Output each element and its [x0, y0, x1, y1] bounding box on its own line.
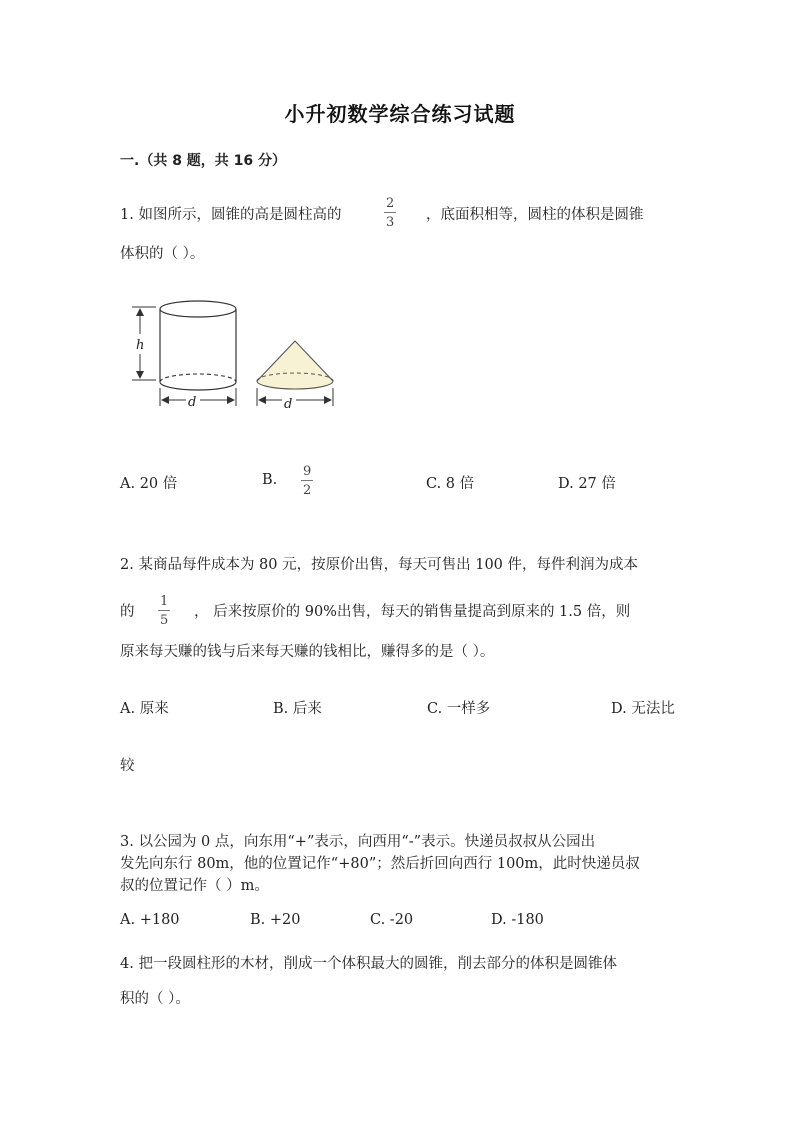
cone-diameter-arrow [257, 388, 333, 406]
q1-option-a[interactable]: A. 20 倍 [120, 476, 178, 492]
q1-fraction [384, 197, 396, 229]
q3-text-line1: 3. 以公园为 0 点，向东用“+”表示，向西用“-”表示。快递员叔叔从公园出 [120, 834, 596, 850]
q1-option-d[interactable]: D. 27 倍 [558, 476, 616, 492]
q2-option-d-continued: 较 [120, 758, 135, 774]
q1-option-b[interactable]: B. [262, 472, 278, 488]
q1-option-b-numerator: 9 [303, 464, 312, 479]
q2-option-b[interactable]: B. 后来 [273, 701, 322, 717]
q2-fraction-numerator: 1 [160, 594, 169, 609]
q2-option-a[interactable]: A. 原来 [120, 701, 169, 717]
cylinder-diameter-label: d [188, 395, 197, 410]
q4-text-line2: 积的（ ）。 [120, 991, 190, 1007]
q1-option-b-fraction [301, 465, 313, 497]
q2-option-d[interactable]: D. 无法比 [611, 701, 675, 717]
cylinder-shape [160, 301, 236, 390]
q1-option-b-denominator: 2 [303, 483, 312, 498]
height-label: h [136, 338, 145, 353]
q3-option-a[interactable]: A. +180 [120, 912, 180, 928]
cone-shape [257, 341, 333, 389]
q4-text-line1: 4. 把一段圆柱形的木材，削成一个体积最大的圆锥，削去部分的体积是圆锥体 [120, 956, 617, 972]
q2-text-line1: 2. 某商品每件成本为 80 元，按原价出售，每天可售出 100 件，每件利润为成本 [120, 557, 639, 573]
q2-text-line3: 原来每天赚的钱与后来每天赚的钱相比，赚得多的是（ ）。 [120, 644, 495, 660]
page-title: 小升初数学综合练习试题 [284, 102, 516, 126]
q1-text-part2: ，底面积相等，圆柱的体积是圆锥 [426, 207, 644, 223]
q1-text-part3: 体积的（ ）。 [120, 246, 205, 262]
q1-text-part1: 1. 如图所示，圆锥的高是圆柱高的 [120, 207, 342, 223]
q3-option-d[interactable]: D. -180 [491, 912, 544, 928]
q2-fraction [158, 595, 170, 627]
q3-text-line2: 发先向东行 80m，他的位置记作“+80”；然后折回向西行 100m，此时快递员叔 [120, 856, 640, 872]
cone-diameter-label: d [284, 397, 293, 412]
q3-option-b[interactable]: B. +20 [250, 912, 301, 928]
q2-text-line2-end: ， 后来按原价的 90%出售，每天的销售量提高到原来的 1.5 倍，则 [194, 604, 631, 620]
section-heading: 一.（共 8 题，共 16 分） [120, 153, 287, 169]
q2-fraction-denominator: 5 [160, 613, 169, 628]
q3-text-line3: 叔的位置记作（ ）m。 [120, 878, 269, 894]
q2-text-line2-start: 的 [120, 604, 135, 620]
q2-option-c[interactable]: C. 一样多 [427, 701, 491, 717]
cylinder-diameter-arrow [160, 388, 236, 406]
q1-option-c[interactable]: C. 8 倍 [426, 476, 475, 492]
cylinder-cone-figure [122, 296, 342, 416]
q3-option-c[interactable]: C. -20 [370, 912, 414, 928]
q1-fraction-numerator: 2 [386, 196, 395, 211]
q1-fraction-denominator: 3 [386, 215, 395, 230]
